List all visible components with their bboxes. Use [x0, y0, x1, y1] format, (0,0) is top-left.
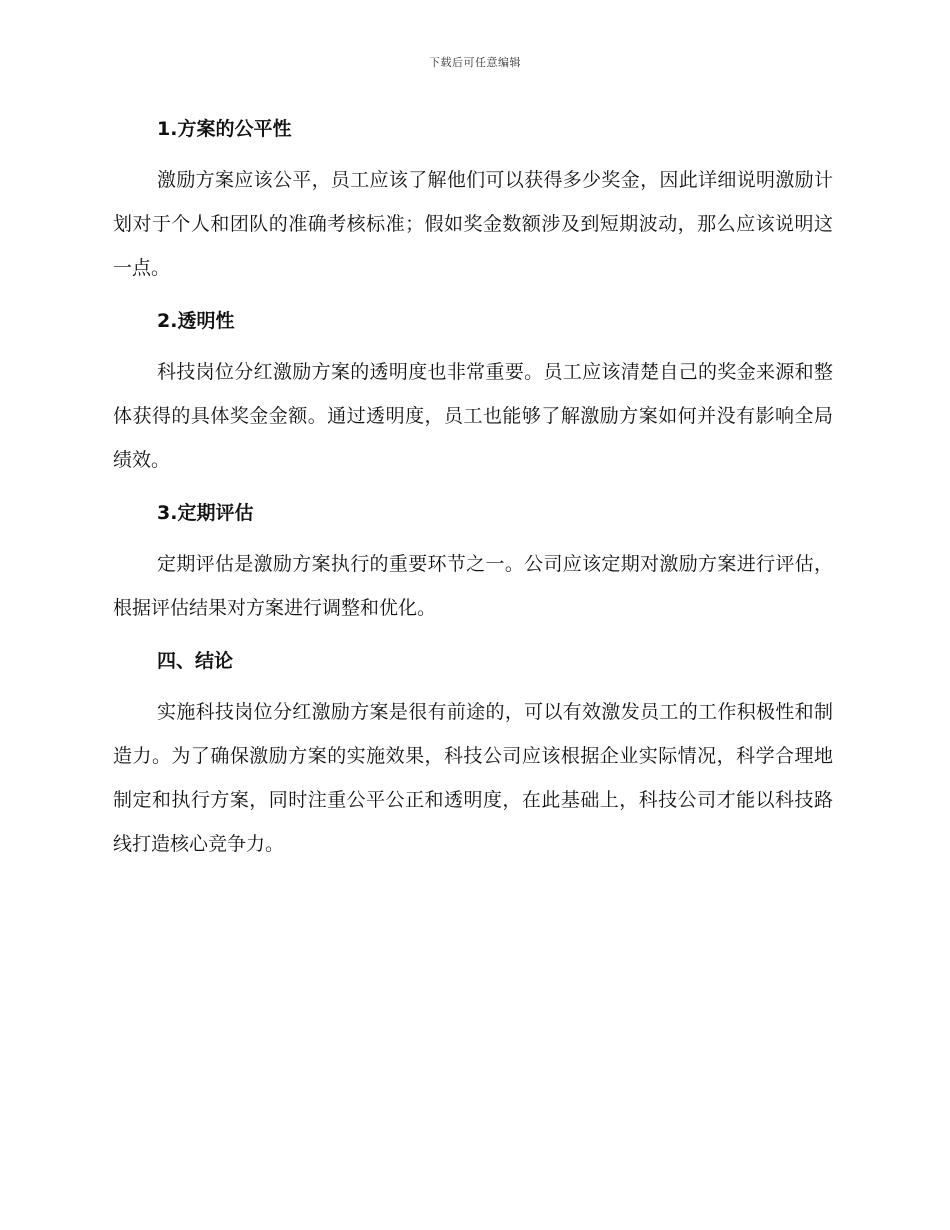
section-heading-evaluation: 3.定期评估	[157, 502, 254, 524]
section-heading-transparency: 2.透明性	[157, 310, 235, 332]
section-heading-conclusion: 四、结论	[157, 650, 234, 672]
page-header-note: 下载后可任意编辑	[429, 56, 521, 69]
section-heading-fairness: 1.方案的公平性	[157, 118, 292, 140]
section-paragraph-transparency: 科技岗位分红激励方案的透明度也非常重要。员工应该清楚自己的奖金来源和整体获得的具体奖金金额。通过透明度，员工也能够了解激励方案如何并没有影响全局绩效。	[113, 361, 833, 471]
section-paragraph-fairness: 激励方案应该公平，员工应该了解他们可以获得多少奖金，因此详细说明激励计划对于个人和团队的准确考核标准；假如奖金数额涉及到短期波动，那么应该说明这一点。	[113, 169, 833, 279]
document-body	[113, 112, 833, 880]
section-paragraph-evaluation: 定期评估是激励方案执行的重要环节之一。公司应该定期对激励方案进行评估，根据评估结果对方案进行调整和优化。	[113, 553, 833, 619]
section-paragraph-conclusion: 实施科技岗位分红激励方案是很有前途的，可以有效激发员工的工作积极性和制造力。为了确保激励方案的实施效果，科技公司应该根据企业实际情况，科学合理地制定和执行方案，同时注重公平公正和透明度，在此基础上，科技公司才能以科技路线打造核心竞争力。	[113, 701, 833, 855]
